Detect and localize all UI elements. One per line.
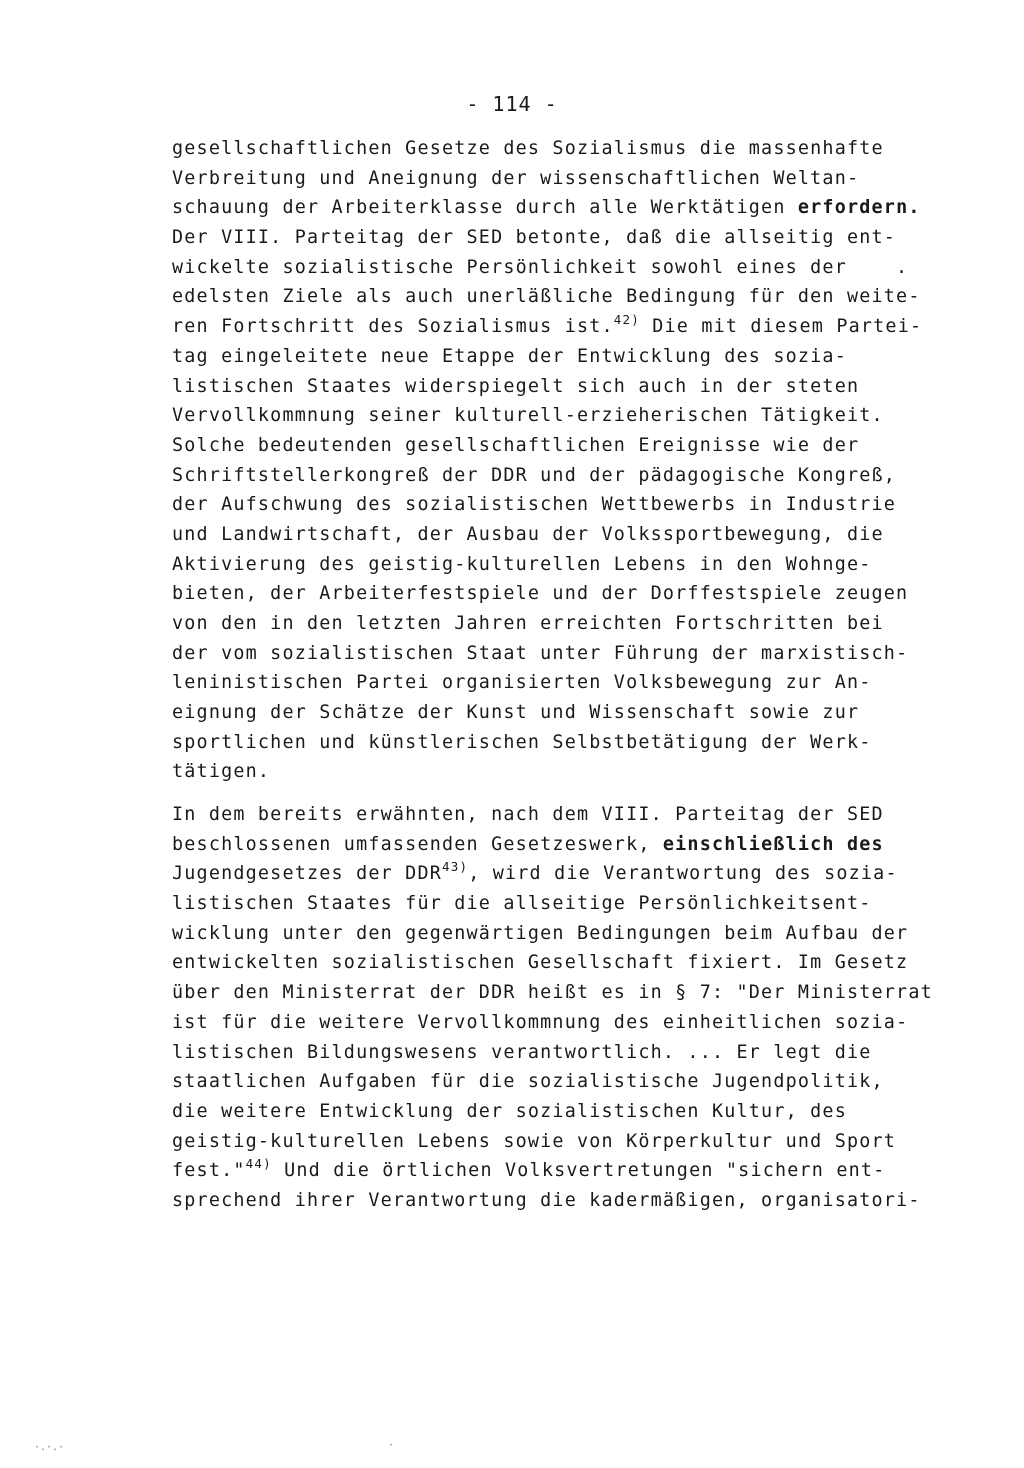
line-text: listischen Staates für die allseitige Persönlichkeitsent-	[172, 893, 872, 915]
text-line	[172, 520, 932, 550]
bold-text: erfordern.	[797, 197, 921, 219]
paragraph-1	[172, 134, 932, 787]
line-text: bieten, der Arbeiterfestspiele und der Dorffestspiele zeugen	[172, 583, 909, 605]
line-text: ist für die weitere Vervollkommnung des einheitlichen sozia-	[172, 1011, 909, 1033]
line-text: gesellschaftlichen Gesetze des Sozialismus die massenhafte	[172, 138, 884, 159]
line-text: edelsten Ziele als auch unerläßliche Bedingung für den weite-	[172, 286, 921, 308]
line-text: In dem bereits erwähnten, nach dem VIII. Parteitag der SED	[172, 804, 884, 825]
scan-speck: ·.·.·	[34, 1442, 65, 1453]
text-line	[172, 668, 932, 698]
line-text: , wird die Verantwortung des sozia-	[468, 863, 898, 885]
text-line	[172, 461, 932, 491]
text-line	[172, 134, 932, 164]
line-text: die weitere Entwicklung der sozialistischen Kultur, des	[172, 1100, 847, 1122]
text-line	[172, 1186, 932, 1216]
text-line	[172, 342, 932, 372]
text-line	[172, 728, 932, 758]
footnote-ref: 44)	[245, 1156, 272, 1172]
text-line	[172, 223, 932, 253]
line-text: entwickelten sozialistischen Gesellschaft fixiert. Im Gesetz	[172, 952, 909, 974]
text-line	[172, 948, 932, 978]
text-line	[172, 698, 932, 728]
paragraph-2	[172, 800, 932, 1216]
text-line	[172, 757, 932, 787]
footnote-ref: 42)	[613, 312, 640, 328]
text-line	[172, 889, 932, 919]
text-line	[172, 859, 932, 889]
line-text: der vom sozialistischen Staat unter Führung der marxistisch-	[172, 642, 909, 664]
line-text: Und die örtlichen Volksvertretungen "sichern ent-	[271, 1160, 886, 1182]
line-text: beschlossenen umfassenden Gesetzeswerk,	[172, 833, 663, 855]
text-line	[172, 164, 932, 194]
page-number: - 114 -	[466, 92, 558, 116]
line-text: tag eingeleitete neue Etappe der Entwicklung des sozia-	[172, 345, 847, 367]
text-line	[172, 490, 932, 520]
text-line	[172, 431, 932, 461]
line-text: Schriftstellerkongreß der DDR und der pädagogische Kongreß,	[172, 464, 897, 486]
line-text: wicklung unter den gegenwärtigen Bedingungen beim Aufbau der	[172, 922, 909, 944]
line-text: sprechend ihrer Verantwortung die kadermäßigen, organisatori-	[172, 1189, 921, 1211]
text-line	[172, 1008, 932, 1038]
line-text: Verbreitung und Aneignung der wissenschaftlichen Weltan-	[172, 167, 860, 189]
text-line	[172, 579, 932, 609]
line-text: wickelte sozialistische Persönlichkeit sowohl eines der .	[172, 256, 909, 278]
line-text: und Landwirtschaft, der Ausbau der Volkssportbewegung, die	[172, 523, 884, 545]
text-line	[172, 639, 932, 669]
line-text: schauung der Arbeiterklasse durch alle Werktätigen	[172, 197, 798, 219]
line-text: eignung der Schätze der Kunst und Wissenschaft sowie zur	[172, 702, 860, 724]
text-line	[172, 372, 932, 402]
text-line	[172, 1156, 932, 1186]
text-line	[172, 609, 932, 639]
line-text: von den in den letzten Jahren erreichten Fortschritten bei	[172, 613, 884, 634]
line-text: listischen Staates widerspiegelt sich auch in der steten	[172, 375, 860, 397]
text-line	[172, 401, 932, 431]
text-line	[172, 1127, 932, 1157]
line-text: listischen Bildungswesens verantwortlich. ... Er legt die	[172, 1041, 872, 1063]
text-line	[172, 1067, 932, 1097]
bold-text: einschließlich des	[662, 833, 884, 855]
text-line	[172, 312, 932, 342]
line-text: geistig-kulturellen Lebens sowie von Körperkultur und Sport	[172, 1130, 897, 1152]
line-text: leninistischen Partei organisierten Volksbewegung zur An-	[172, 672, 872, 694]
footnote-ref: 43)	[442, 859, 469, 875]
line-text: Der VIII. Parteitag der SED betonte, daß die allseitig ent-	[172, 227, 897, 249]
line-text: sportlichen und künstlerischen Selbstbetätigung der Werk-	[172, 731, 872, 753]
text-line	[172, 800, 932, 830]
line-text: Jugendgesetzes der DDR	[172, 863, 442, 885]
line-text: tätigen.	[172, 761, 271, 783]
line-text: Aktivierung des geistig-kulturellen Lebens in den Wohnge-	[172, 553, 872, 575]
line-text: der Aufschwung des sozialistischen Wettbewerbs in Industrie	[172, 494, 897, 516]
text-line	[172, 830, 932, 860]
line-text: Die mit diesem Partei-	[639, 316, 923, 338]
text-line	[172, 1097, 932, 1127]
line-text: Vervollkommnung seiner kulturell-erzieherischen Tätigkeit.	[172, 405, 884, 427]
text-line	[172, 282, 932, 312]
line-text: Solche bedeutenden gesellschaftlichen Ereignisse wie der	[172, 434, 860, 456]
text-line	[172, 253, 932, 283]
text-line	[172, 919, 932, 949]
scan-speck: ·	[388, 1440, 395, 1451]
line-text: über den Ministerrat der DDR heißt es in § 7: "Der Ministerrat	[172, 982, 933, 1004]
text-line	[172, 193, 932, 223]
line-text: fest."	[172, 1160, 246, 1182]
text-line	[172, 978, 932, 1008]
text-line	[172, 550, 932, 580]
text-line	[172, 1038, 932, 1068]
line-text: staatlichen Aufgaben für die sozialistische Jugendpolitik,	[172, 1071, 884, 1093]
line-text: ren Fortschritt des Sozialismus ist.	[172, 316, 614, 338]
